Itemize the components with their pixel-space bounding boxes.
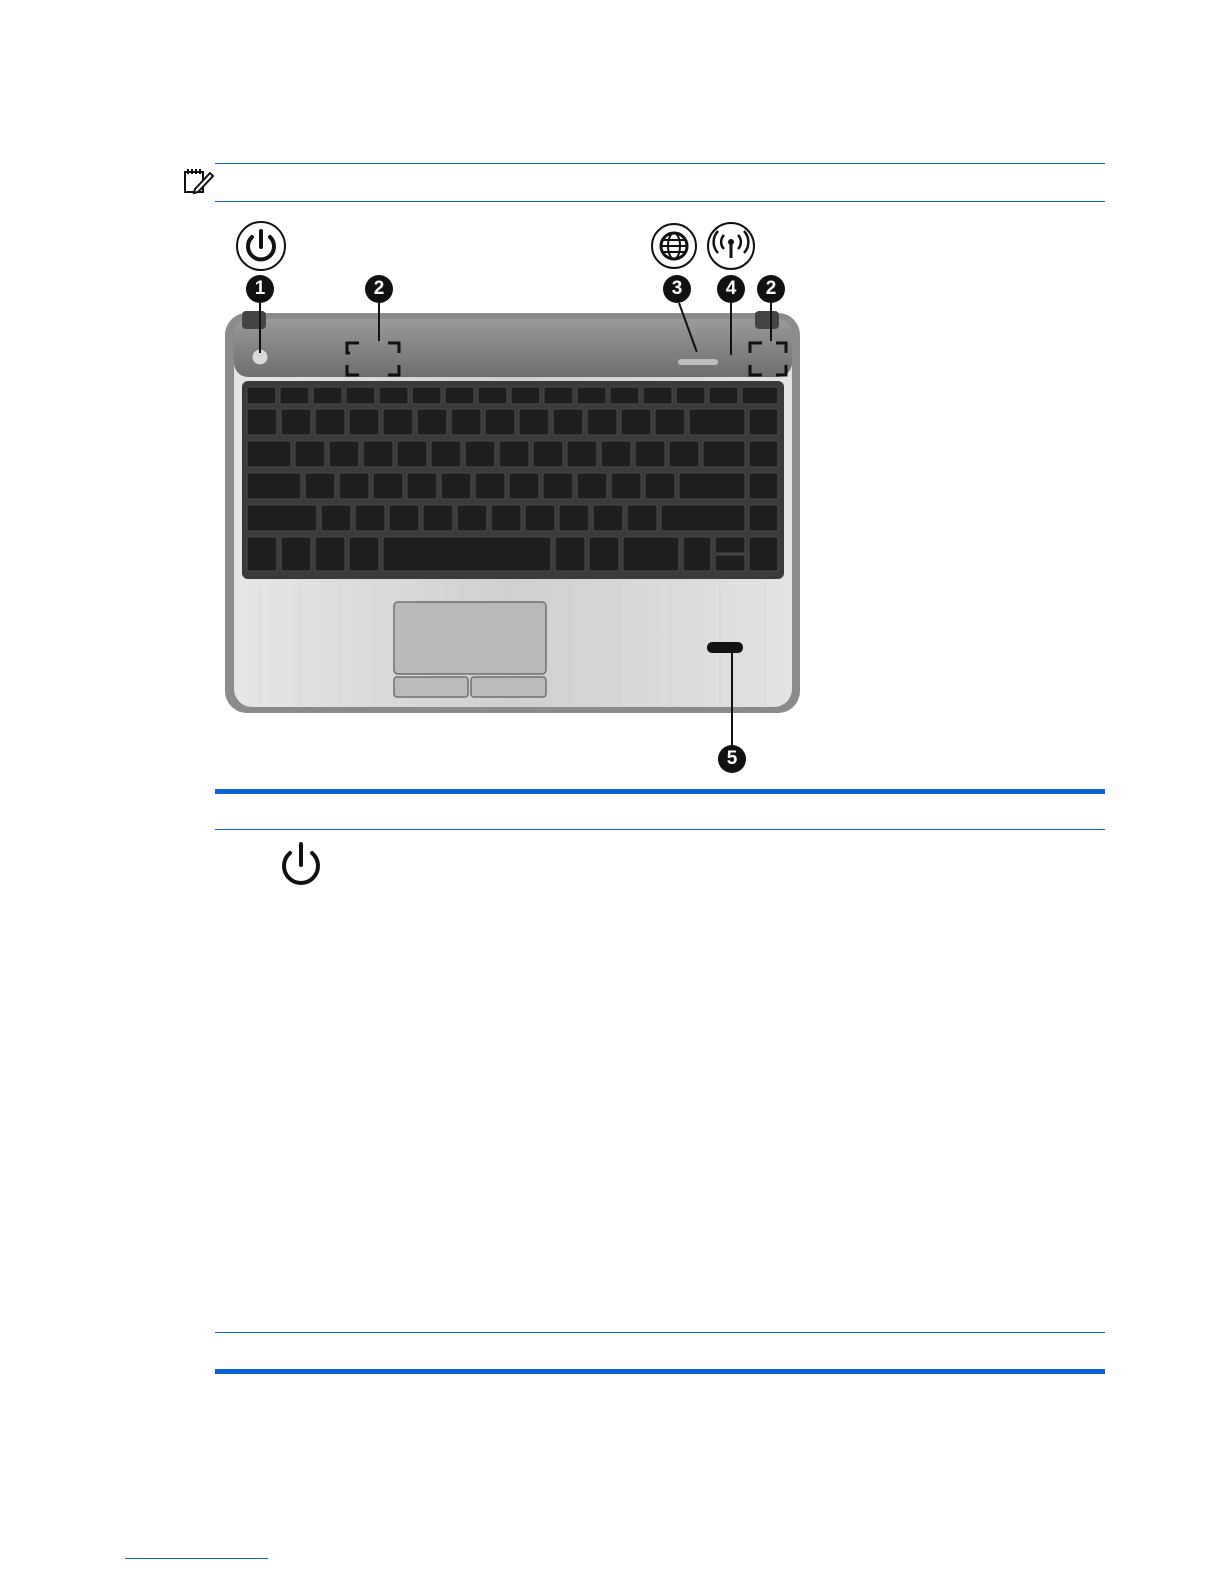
note-top-rule: [215, 163, 1105, 164]
table-row-rule: [215, 1332, 1105, 1333]
callout-1-leader: [259, 303, 261, 353]
callout-3: 3: [663, 275, 691, 303]
note-bottom-rule: [215, 201, 1105, 202]
callout-5: 5: [718, 745, 746, 773]
callout-1: 1: [246, 275, 274, 303]
globe-icon: [650, 222, 698, 275]
wireless-antenna-icon: [705, 222, 757, 275]
table-top-rule: [215, 789, 1105, 794]
callout-2-right-leader: [770, 303, 772, 341]
note-pencil-icon: [183, 167, 215, 195]
footer-rule: [125, 1558, 268, 1559]
table-header-rule: [215, 829, 1105, 830]
callout-4: 4: [717, 275, 745, 303]
callout-2-left-leader: [378, 303, 380, 341]
callout-4-leader: [730, 303, 732, 355]
callout-2-right: 2: [757, 275, 785, 303]
callout-5-leader: [731, 650, 733, 745]
power-icon: [276, 840, 326, 890]
power-icon: [235, 220, 287, 277]
callout-2-left: 2: [365, 275, 393, 303]
table-bottom-rule: [215, 1369, 1105, 1374]
